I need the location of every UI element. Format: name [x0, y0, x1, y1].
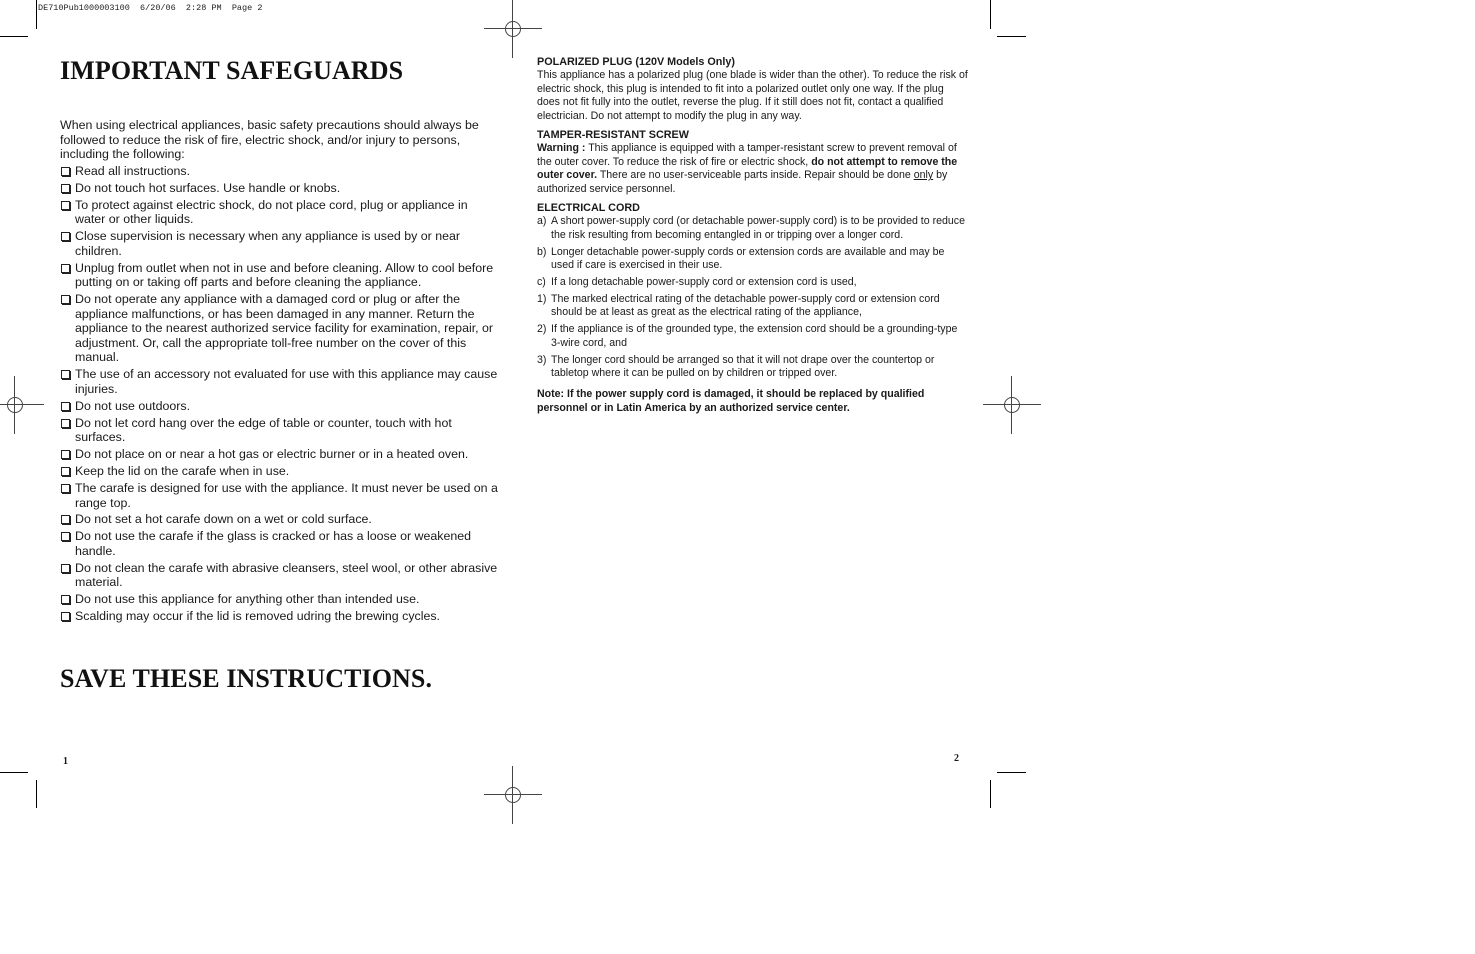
- checkbox-bullet-icon: [61, 184, 70, 193]
- tamper-screw-heading: TAMPER-RESISTANT SCREW: [537, 129, 689, 142]
- right-page: [537, 56, 969, 415]
- polarized-plug-heading: POLARIZED PLUG (120V Models Only): [537, 56, 735, 68]
- crop-mark: [0, 36, 28, 37]
- checkbox-bullet-icon: [61, 295, 70, 304]
- list-item: Close supervision is necessary when any appliance is used by or near children.: [60, 229, 498, 258]
- slug-line: DE710Pub1000003100 6/20/06 2:28 PM Page 2: [38, 3, 263, 13]
- crop-mark: [990, 780, 991, 808]
- list-item: Keep the lid on the carafe when in use.: [60, 464, 498, 479]
- list-item: Do not use the carafe if the glass is cracked or has a loose or weakened handle.: [60, 529, 498, 558]
- checkbox-bullet-icon: [61, 532, 70, 541]
- list-item: a) A short power-supply cord (or detachable power-supply cord) is to be provided to reduce the risk resulting from becoming entangled in or tripping over a longer cord.: [537, 215, 965, 241]
- list-item: Do not operate any appliance with a damaged cord or plug or after the appliance malfunctions, or has been damaged in any manner. Return the appliance to the nearest authorized service facility for examination, repair, or adjustment. Or, call the appropriate toll-free number on the cover of this manual.: [60, 292, 498, 365]
- registration-mark-left: [0, 376, 44, 434]
- registration-mark-top: [484, 0, 542, 58]
- crop-mark: [0, 772, 28, 773]
- list-item: Unplug from outlet when not in use and before cleaning. Allow to cool before putting on or taking off parts and before cleaning the appliance.: [60, 261, 498, 290]
- crop-mark: [990, 0, 991, 29]
- list-item: Do not use this appliance for anything other than intended use.: [60, 592, 498, 607]
- checkbox-bullet-icon: [61, 484, 70, 493]
- crop-mark: [36, 0, 37, 29]
- list-item: The use of an accessory not evaluated for use with this appliance may cause injuries.: [60, 367, 498, 396]
- warning-label: Warning :: [537, 142, 586, 155]
- list-item: Scalding may occur if the lid is removed udring the brewing cycles.: [60, 609, 498, 624]
- checkbox-bullet-icon: [61, 232, 70, 241]
- checkbox-bullet-icon: [61, 264, 70, 273]
- list-item: Do not place on or near a hot gas or electric burner or in a heated oven.: [60, 447, 498, 462]
- list-item: b) Longer detachable power-supply cords or extension cords are available and may be used if care is exercised in their use.: [537, 245, 945, 272]
- list-item: Do not touch hot surfaces. Use handle or knobs.: [60, 181, 498, 196]
- checkbox-bullet-icon: [61, 370, 70, 379]
- underlined-only: only: [913, 169, 934, 182]
- list-item: c) If a long detachable power-supply cord or extension cord is used,: [537, 276, 857, 289]
- cord-damage-note: Note: If the power supply cord is damaged, it should be replaced by qualified personnel or in Latin America by an authorized service center.: [537, 388, 925, 414]
- registration-mark-right: [983, 376, 1041, 434]
- page-number-right: 2: [954, 753, 959, 764]
- electrical-cord-heading: ELECTRICAL CORD: [537, 202, 640, 215]
- checkbox-bullet-icon: [61, 450, 70, 459]
- crop-mark: [997, 772, 1026, 773]
- page-number-left: 1: [63, 756, 68, 767]
- intro-text: When using electrical appliances, basic safety precautions should always be followed to reduce the risk of fire, electric shock, and/or injury to persons, including the following:: [60, 118, 479, 162]
- checkbox-bullet-icon: [61, 564, 70, 573]
- crop-mark: [36, 780, 37, 808]
- checkbox-bullet-icon: [61, 612, 70, 621]
- list-item: Do not use outdoors.: [60, 399, 498, 414]
- checkbox-bullet-icon: [61, 467, 70, 476]
- checkbox-bullet-icon: [61, 167, 70, 176]
- checkbox-bullet-icon: [61, 419, 70, 428]
- safeguards-list: [60, 164, 498, 624]
- list-item: Do not let cord hang over the edge of table or counter, touch with hot surfaces.: [60, 416, 498, 445]
- list-item: Read all instructions.: [60, 164, 498, 179]
- crop-mark: [997, 36, 1026, 37]
- list-item: Do not set a hot carafe down on a wet or cold surface.: [60, 512, 498, 527]
- list-item: 3) The longer cord should be arranged so that it will not drape over the countertop or tabletop where it can be pulled on by children or tripped over.: [537, 353, 935, 380]
- page-title: IMPORTANT SAFEGUARDS: [60, 56, 404, 85]
- tamper-screw-text: Warning : This appliance is equipped with a tamper-resistant screw to prevent removal of the outer cover. To reduce the risk of fire or electric shock, do not attempt to remove the outer cover. There are no user-serviceable parts inside. Repair should be done only by authorized service personnel.: [537, 142, 958, 195]
- checkbox-bullet-icon: [61, 402, 70, 411]
- bold-warning: do not attempt to remove the outer cover.: [537, 155, 958, 182]
- polarized-plug-text: This appliance has a polarized plug (one blade is wider than the other). To reduce the risk of electric shock, this plug is intended to fit into a polarized outlet only one way. If the plug does not fit fully into the outlet, reverse the plug. If it still does not fit, contact a qualified electrician. Do not attempt to modify the plug in any way.: [537, 69, 968, 122]
- list-item: Do not clean the carafe with abrasive cleansers, steel wool, or other abrasive material.: [60, 561, 498, 590]
- save-instructions-heading: SAVE THESE INSTRUCTIONS.: [60, 664, 433, 693]
- checkbox-bullet-icon: [61, 515, 70, 524]
- checkbox-bullet-icon: [61, 595, 70, 604]
- list-item: 2) If the appliance is of the grounded type, the extension cord should be a grounding-type 3-wire cord, and: [537, 323, 958, 349]
- list-item: 1) The marked electrical rating of the detachable power-supply cord or extension cord should be at least as great as the electrical rating of the appliance,: [537, 293, 940, 319]
- list-item: The carafe is designed for use with the appliance. It must never be used on a range top.: [60, 481, 498, 510]
- left-page: [60, 56, 498, 626]
- checkbox-bullet-icon: [61, 201, 70, 210]
- list-item: To protect against electric shock, do not place cord, plug or appliance in water or other liquids.: [60, 198, 498, 227]
- registration-mark-bottom: [484, 766, 542, 824]
- electrical-cord-list: [537, 215, 969, 380]
